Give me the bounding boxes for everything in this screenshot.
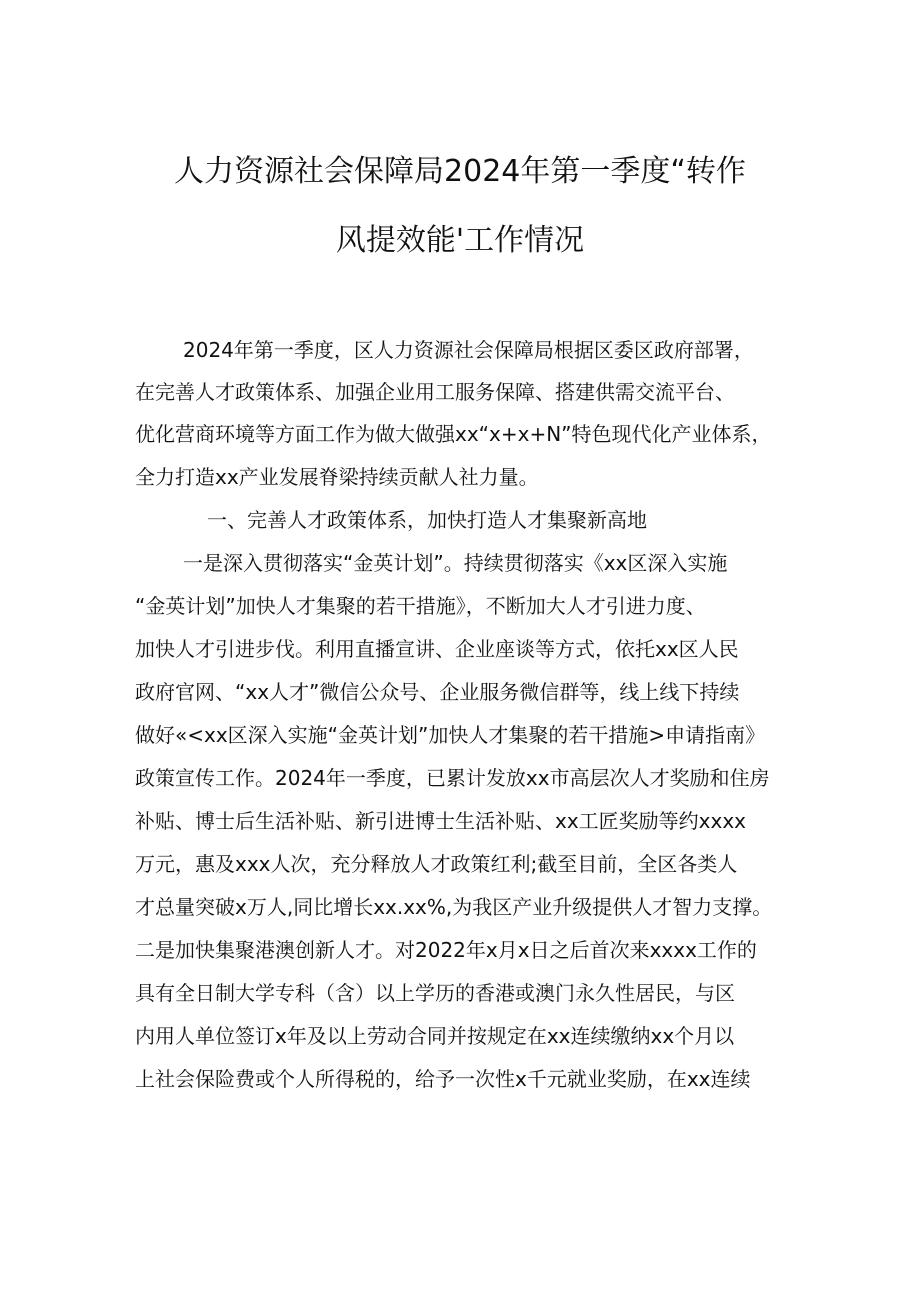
paragraph-line: 全力打造xx产业发展脊梁持续贡献人社力量。 <box>135 465 539 489</box>
paragraph-line: 2024年第一季度，区人力资源社会保障局根据区委区政府部署， <box>183 338 754 362</box>
paragraph-line: 加快人才引进步伐。利用直播宣讲、企业座谈等方式，依托xx区人民 <box>135 637 739 661</box>
paragraph-line: 政府官网、“xx人才”微信公众号、企业服务微信群等，线上线下持续 <box>135 680 740 704</box>
paragraph-line: 才总量突破x万人,同比增长xx.xx%,为我区产业升级提供人才智力支撑。 <box>135 895 773 919</box>
paragraph-line: 补贴、博士后生活补贴、新引进博士生活补贴、xx工匠奖励等约xxxx <box>135 809 747 833</box>
paragraph-line: 内用人单位签订x年及以上劳动合同并按规定在xx连续缴纳xx个月以 <box>135 1024 735 1048</box>
paragraph-line: 优化营商环境等方面工作为做大做强xx“x+x+N”特色现代化产业体系， <box>135 422 772 446</box>
paragraph-line: 万元，惠及xxx人次，充分释放人才政策红利;截至目前，全区各类人 <box>135 852 738 876</box>
paragraph-line: “金英计划”加快人才集聚的若干措施》，不断加大人才引进力度、 <box>135 594 706 618</box>
paragraph-line: 具有全日制大学专科（含）以上学历的香港或澳门永久性居民，与区 <box>135 981 735 1005</box>
paragraph-line: 政策宣传工作。2024年一季度，已累计发放xx市高层次人才奖励和住房 <box>135 766 770 790</box>
section-heading: 一、完善人才政策体系，加快打造人才集聚新高地 <box>207 508 647 532</box>
paragraph-line: 在完善人才政策体系、加强企业用工服务保障、搭建供需交流平台、 <box>135 380 735 404</box>
paragraph-line: 一是深入贯彻落实“金英计划”。持续贯彻落实《xx区深入实施 <box>183 551 728 575</box>
paragraph-line: 二是加快集聚港澳创新人才。对2022年x月x日之后首次来xxxx工作的 <box>135 938 757 962</box>
paragraph-line: 上社会保险费或个人所得税的，给予一次性x千元就业奖励，在xx连续 <box>135 1067 751 1091</box>
document-title-line-1: 人力资源社会保障局2024年第一季度“转作 <box>174 154 746 189</box>
paragraph-line: 做好«<xx区深入实施“金英计划”加快人才集聚的若干措施>申请指南》 <box>135 723 766 747</box>
document-title-line-2: 风提效能'工作情况 <box>335 223 585 258</box>
